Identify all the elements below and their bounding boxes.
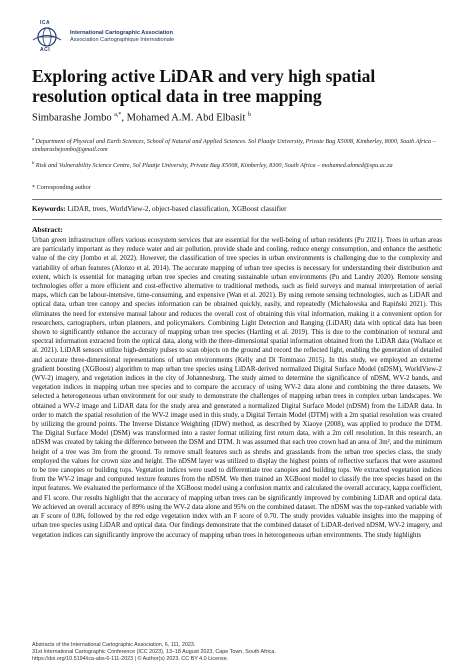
- corresponding-author-note: * Corresponding author: [32, 184, 91, 191]
- footer-doi-link[interactable]: https://doi.org/10.5194/ica-abs-6-111-2023 | © Author(s) 2023. CC BY 4.0 License.: [32, 656, 229, 662]
- divider: [32, 219, 442, 220]
- footer-line: Abstracts of the International Cartographic Association, 6, 111, 2023.: [32, 642, 196, 648]
- author-separator: ,: [121, 112, 127, 124]
- keywords-label: Keywords:: [32, 205, 66, 213]
- keywords: [32, 205, 442, 213]
- globe-icon: [30, 20, 64, 54]
- affiliation-text: Department of Physical and Earth Sciences, School of Natural and Applied Sciences. Sol Plaatje University, Private Bag X5008, Kimberley, 8000, South Africa – simbarashejombo@gmail.com: [32, 138, 436, 154]
- logo-acronym-bottom: ACI: [40, 47, 51, 53]
- affiliation-text: Risk and Vulnerability Science Centre, Sol Plaatje University, Private Bag X5008, Kimberley, 8300, South Africa – mohamed.ahmed@spu.ac.za: [35, 162, 393, 170]
- author-name: Simbarashe Jombo: [32, 112, 112, 124]
- affiliation-a: [32, 135, 442, 154]
- keywords-text: LiDAR, trees, WorldView-2, object-based classification, XGBoost classifier: [67, 205, 287, 213]
- abstract-heading: Abstract:: [32, 225, 63, 234]
- author-sup: a,*: [114, 112, 122, 118]
- abstract-body: Urban green infrastructure offers various ecosystem services that are essential for the well-being of urban residents (Pu 2021). Trees in urban areas are particularly important as they reduce water and air pollution, provide shade and cooling, reduce energy consumption, and enhance the aesthetic value of the city (Jombo et al. 2022). However, the classification of tree species in urban environments is challenging due to the complexity and variability of urban features (Alonzo et al. 2014). The accurate mapping of urban tree species is necessary for understanding their distribution and extent, which is essential for managing urban tree species and creating sustainable urban environments (Pu and Landry 2020). Remote sensing technologies offer a more efficient and cost-effective alternative to traditional methods, such as field surveys and manual interpretation of aerial maps, which can be labour-intensive, time-consuming, and expensive (Wan et al. 2021). By using remote sensing technologies, such as LiDAR and optical data, urban tree canopy and species information can be obtained quickly, easily, and repeatedly (Michałowska and Rapiński 2021). This eliminates the need for extensive manual labour and reduces the overall cost of obtaining this vital information, making it a convenient option for researchers, cartographers, urban planners, and policymakers. Combining Light Detection and Ranging (LiDAR) data with optical data has been shown to significantly enhance the accuracy of mapping urban tree species (Hartling et al. 2019). This is due to the combination of textural and spectral information extracted from the optical data, along with the three-dimensional spatial information obtained from the LiDAR data (Wallace et al. 2021). LiDAR sensors utilize high-density pulses to scan objects on the ground and record the reflected light, enabling the generation of detailed and accurate three-dimensional representations of urban environments (Kelly and Di Tommaso 2015). In this study, we employed an extreme gradient boosting (XGBoost) algorithm to map urban tree species using LiDAR-derived normalized Digital Surface Model (nDSM), WorldView-2 (WV-2) imagery, and vegetation indices in the city of Johannesburg. The study aimed to determine the significance of nDSM, WV-2 bands, and vegetation indices in mapping urban tree species and to compare the accuracy of using WV-2 data alone and combining the three datasets. We selected a heterogeneous urban environment for our study to demonstrate the challenges of mapping urban trees in complex urban landscapes. We obtained a WV-2 image and LiDAR data for the study area and generated a normalized Digital Surface Model (nDSM) from the LiDAR data. In order to match the spatial resolution of the WV-2 image used in this study, a Digital Terrain Model (DTM) with a 2m spatial resolution was created by utilizing the ground points. The Inverse Distance Weighting (IDW) method, as described by Xiaoye (2008), was applied to produce the DTM. The Digital Surface Model (DSM) was transformed into a raster format utilizing first return data, with a 2m cell resolution. In this research, an nDSM was created by taking the difference between the DSM and DTM. It was assumed that each tree crown had an area of 3m², and the minimum height of a tree was 3m from the ground. To remove small features such as shrubs and grasslands from the urban tree species class, the study employed the values for crown size and height. The nDSM layer was utilized to display the highest points of reflective surfaces that were assumed to be tree canopies or building tops. Vegetation indices were used to differentiate tree canopies and building tops. We extracted vegetation indices from the WV-2 image and computed texture features from the nDSM. We then trained an XGBoost model to classify the tree species based on the input features. We evaluated the performance of the XGBoost model using a confusion matrix and calculated the overall accuracy, kappa coefficient, and F1 score. Our results highlight that the accuracy of mapping urban trees can be significantly improved by combining LiDAR and optical data. We achieved an overall accuracy of 89% using the WV-2 data alone and 95% on the combined dataset. The nDSM was the top-ranked variable with an F score of 0.86, followed by the red edge vegetation index with an F score of 0.70. The study provides valuable insights into the mapping of urban tree species using LiDAR and optical data. Our findings demonstrate that the combined dataset of LiDAR-derived nDSM, WV-2 imagery, and vegetation indices can significantly improve the accuracy of mapping urban trees in heterogeneous urban environments. The study highlights: [32, 237, 442, 539]
- affiliation-sup: b: [32, 160, 35, 165]
- logo-acronym-top: ICA: [40, 20, 51, 26]
- org-name-en: International Cartographic Association: [70, 30, 173, 36]
- footer-line: 31st International Cartographic Conference (ICC 2023), 13–18 August 2023, Cape Town, South Africa.: [32, 649, 276, 655]
- author-name: Mohamed A.M. Abd Elbasit: [126, 112, 246, 124]
- affiliation-sup: a: [32, 136, 34, 141]
- affiliation-b: [32, 159, 442, 170]
- ica-logo: [30, 20, 174, 54]
- author-list: [32, 112, 442, 124]
- org-name-fr: Association Cartographique Internationale: [70, 37, 175, 43]
- paper-title: Exploring active LiDAR and very high spatial resolution optical data in tree mapping: [32, 66, 376, 106]
- logo-text: [70, 30, 174, 44]
- author-sup: b: [248, 112, 252, 118]
- divider: [32, 199, 442, 200]
- footer: [32, 642, 442, 663]
